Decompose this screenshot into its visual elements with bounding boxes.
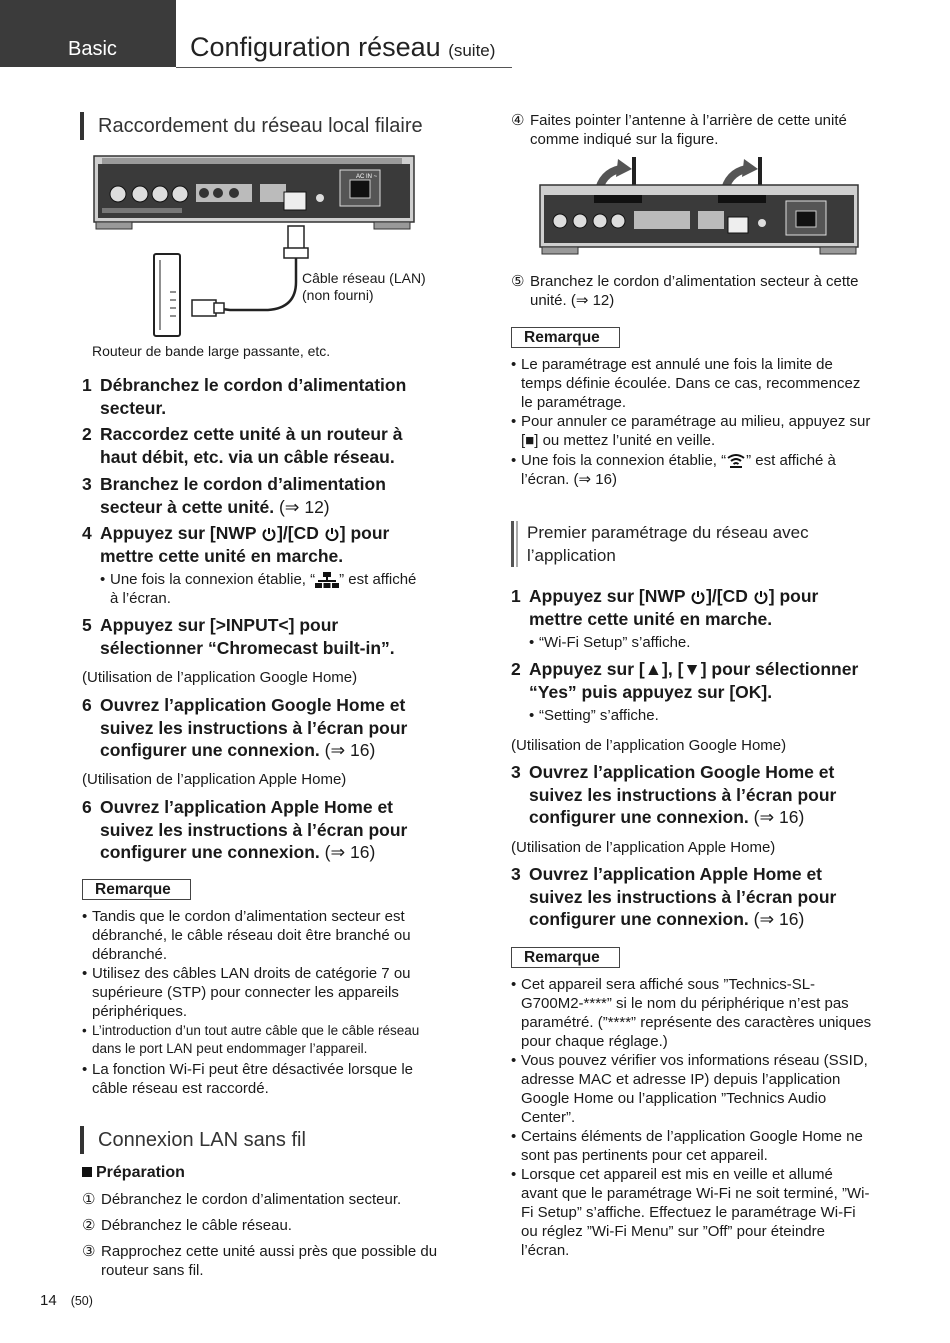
google-paren-left: (Utilisation de l’application Google Home) [82, 669, 358, 686]
page-title: Configuration réseau (suite) [190, 32, 496, 62]
lan-plug-top [288, 226, 304, 250]
apple-paren-left: (Utilisation de l’application Apple Home) [82, 771, 347, 788]
note-right-5: • Vous pouvez vérifier vos informations réseau (SSID, adresse MAC et adresse IP) depuis l’application Google Home ou l’application ”Technics Audio Center”. [511, 1051, 873, 1127]
router-label: Routeur de bande large passante, etc. [92, 343, 331, 359]
prep-2: ② Débranchez le câble réseau. [82, 1217, 292, 1234]
note-left-1: • Tandis que le cordon d’alimentation secteur est débranché, le câble réseau doit être branché ou débranché. [82, 907, 444, 964]
note-left-4: • La fonction Wi-Fi peut être désactivée lorsque le câble réseau est raccordé. [82, 1060, 444, 1098]
power-icon [324, 526, 340, 542]
app-step-3-google: 3 Ouvrez l’application Google Home et suivez les instructions à l’écran pour configurer une connexion. (⇒ 16) [511, 762, 837, 827]
prep-title: Préparation [82, 1164, 185, 1182]
remarque-label-right-2: Remarque [511, 947, 620, 968]
note-left-3: • L’introduction d’un tout autre câble que le câble réseau dans le port LAN peut endommager l’appareil. [82, 1022, 444, 1058]
prep-4: ④ Faites pointer l’antenne à l’arrière de cette unité comme indiqué sur la figure. [511, 112, 847, 148]
step-6-apple: 6 Ouvrez l’application Apple Home et suivez les instructions à l’écran pour configurer une connexion. (⇒ 16) [82, 797, 408, 862]
wired-heading: Raccordement du réseau local filaire [80, 112, 423, 140]
power-icon [753, 589, 769, 605]
step-3: 3 Branchez le cordon d’alimentation secteur à cette unité. (⇒ 12) [82, 474, 386, 517]
prep-3: ③ Rapprochez cette unité aussi près que possible du routeur sans fil. [82, 1243, 438, 1279]
app-step-1: 1 Appuyez sur [NWP ]/[CD ] pour mettre cette unité en marche. [511, 586, 819, 629]
step-4-note: • Une fois la connexion établie, “ ” est affiché à l’écran. [100, 570, 420, 608]
step-6-google: 6 Ouvrez l’application Google Home et suivez les instructions à l’écran pour configurer une connexion. (⇒ 16) [82, 695, 408, 760]
note-right-6: • Certains éléments de l’application Google Home ne sont pas pertinents pour cet appareil. [511, 1127, 873, 1165]
app-step-2: 2 Appuyez sur [▲], [▼] pour sélectionner “Yes” puis appuyez sur [OK]. [511, 659, 859, 702]
lan-plug-router [192, 300, 216, 316]
app-step-3-apple: 3 Ouvrez l’application Apple Home et suivez les instructions à l’écran pour configurer une connexion. (⇒ 16) [511, 864, 837, 929]
wired-connection-figure [88, 150, 433, 340]
power-icon [261, 526, 277, 542]
power-icon [690, 589, 706, 605]
page-number-sub: (50) [70, 1294, 93, 1308]
wifi-heading: Connexion LAN sans fil [80, 1126, 306, 1154]
page-title-suffix: (suite) [448, 41, 496, 60]
lan-port [284, 192, 306, 210]
step-2: 2 Raccordez cette unité à un routeur à haut débit, etc. via un câble réseau. [82, 424, 403, 467]
cable-label-2: (non fourni) [302, 287, 374, 303]
step-5: 5 Appuyez sur [>INPUT<] pour sélectionner “Chromecast built-in”. [82, 615, 395, 658]
note-right-4: • Cet appareil sera affiché sous ”Technics-SL-G700M2-****” si le nom du périphérique n’est pas paramétré. (”****” représente des caractères uniques pour chaque réglage.) [511, 975, 873, 1051]
square-bullet-icon [82, 1167, 92, 1177]
header-rule [176, 67, 512, 68]
ac-in-label: AC IN ~ [356, 174, 378, 180]
note-left-2: • Utilisez des câbles LAN droits de catégorie 7 ou supérieure (STP) pour connecter les appareils périphériques. [82, 964, 444, 1021]
apple-paren-right: (Utilisation de l’application Apple Home) [511, 839, 776, 856]
app-step-2-note: • “Setting” s’affiche. [529, 706, 859, 725]
antenna-figure [538, 155, 863, 265]
remarque-label-left: Remarque [82, 879, 191, 900]
lan-cable [214, 226, 296, 310]
prep-1: ① Débranchez le cordon d’alimentation secteur. [82, 1191, 402, 1208]
remarque-label-right-1: Remarque [511, 327, 620, 348]
wifi-icon [726, 453, 746, 469]
step-4: 4 Appuyez sur [NWP ]/[CD ] pour mettre cette unité en marche. [82, 523, 390, 566]
app-setup-heading: Premier paramétrage du réseau avec l’application [511, 521, 861, 567]
cable-label: Câble réseau (LAN) [302, 270, 426, 286]
router [154, 254, 180, 336]
google-paren-right: (Utilisation de l’application Google Home) [511, 737, 787, 754]
app-step-1-note: • “Wi-Fi Setup” s’affiche. [529, 633, 859, 652]
prep-5: ⑤ Branchez le cordon d’alimentation secteur à cette unité. (⇒ 12) [511, 273, 859, 309]
note-right-1: • Le paramétrage est annulé une fois la limite de temps définie écoulée. Dans ce cas, recommencez le paramétrage. [511, 355, 871, 412]
wired-network-icon [315, 571, 339, 589]
note-right-2: • Pour annuler ce paramétrage au milieu, appuyez sur [■] ou mettez l’unité en veille. [511, 412, 871, 450]
header-section-label: Basic [68, 38, 117, 60]
step-1: 1 Débranchez le cordon d’alimentation secteur. [82, 375, 407, 418]
note-right-3: • Une fois la connexion établie, “ ” est affiché à l’écran. (⇒ 16) [511, 451, 871, 489]
note-right-7: • Lorsque cet appareil est mis en veille et allumé avant que le paramétrage Wi-Fi ne soit terminé, ”Wi-Fi Setup” s’affiche. Effectuez le paramétrage Wi-Fi ou réglez ”Wi-Fi Menu” sur ”Off” pour éteindre l’écran. [511, 1165, 873, 1260]
page-number: 14 (50) [40, 1292, 93, 1309]
